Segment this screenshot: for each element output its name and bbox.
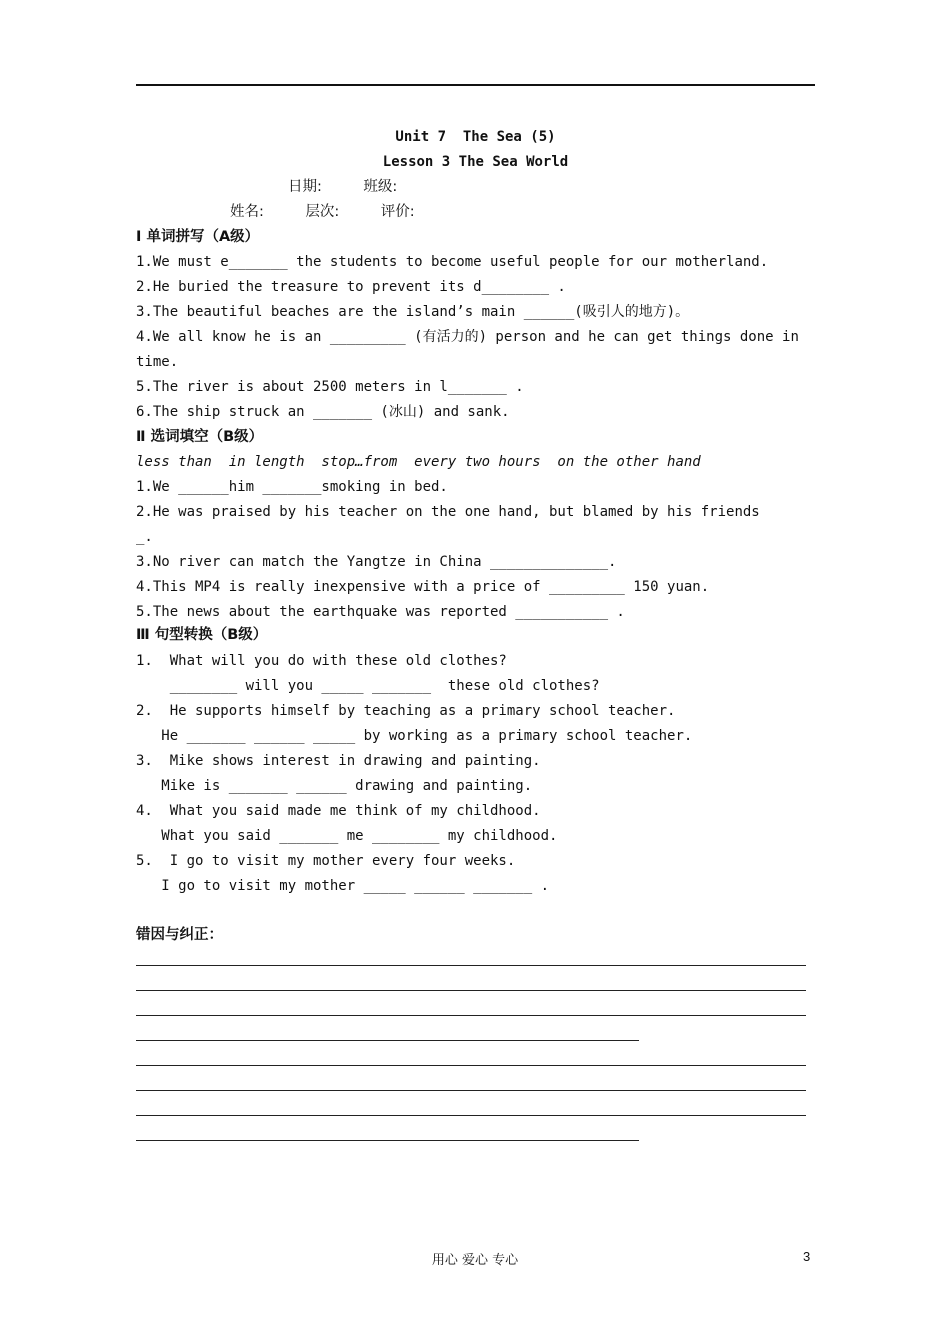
- correction-heading: 错因与纠正：: [136, 927, 223, 943]
- exercise-line: 2.He was praised by his teacher on the one hand, but blamed by his friends: [136, 504, 760, 520]
- date-class-row: 日期: 班级:: [288, 179, 398, 195]
- writing-line[interactable]: [136, 1040, 639, 1041]
- exercise-line: time.: [136, 354, 179, 370]
- exercise-line: _.: [136, 529, 153, 545]
- exercise-line: 5.The news about the earthquake was reported ___________ .: [136, 604, 625, 620]
- footer-motto: 用心 爱心 专心: [431, 1253, 519, 1268]
- exercise-line: 3.No river can match the Yangtze in China ______________.: [136, 554, 617, 570]
- exercise-line: Mike is _______ ______ drawing and painting.: [136, 778, 533, 794]
- lesson-title: Lesson 3 The Sea World: [382, 154, 569, 170]
- header-rule: [136, 84, 815, 86]
- exercise-line: 5.The river is about 2500 meters in l_______ .: [136, 379, 524, 395]
- exercise-line: I go to visit my mother _____ ______ _______ .: [136, 878, 550, 894]
- exercise-line: 3. Mike shows interest in drawing and painting.: [136, 753, 541, 769]
- writing-line[interactable]: [136, 1090, 806, 1091]
- writing-line[interactable]: [136, 1015, 806, 1016]
- writing-line[interactable]: [136, 990, 806, 991]
- exercise-line: 1.We ______him _______smoking in bed.: [136, 479, 448, 495]
- exercise-line: 2.He buried the treasure to prevent its d________ .: [136, 279, 566, 295]
- name-level-eval-row: 姓名: 层次: 评价:: [230, 204, 415, 220]
- section2-heading: Ⅱ 选词填空（B级）: [136, 429, 264, 445]
- writing-line[interactable]: [136, 1065, 806, 1066]
- page-number: 3: [803, 1249, 811, 1264]
- exercise-line: 1.We must e_______ the students to become useful people for our motherland.: [136, 254, 769, 270]
- exercise-line: 4. What you said made me think of my childhood.: [136, 803, 541, 819]
- exercise-line: ________ will you _____ _______ these old clothes?: [136, 678, 600, 694]
- exercise-line: 1. What will you do with these old clothes?: [136, 653, 507, 669]
- exercise-line: What you said _______ me ________ my childhood.: [136, 828, 558, 844]
- exercise-line: 6.The ship struck an _______ (冰山) and sank.: [136, 404, 510, 420]
- exercise-line: 2. He supports himself by teaching as a primary school teacher.: [136, 703, 676, 719]
- writing-line[interactable]: [136, 1115, 806, 1116]
- exercise-line: 4.We all know he is an _________ (有活力的) person and he can get things done in: [136, 329, 799, 345]
- exercise-line: He _______ ______ _____ by working as a primary school teacher.: [136, 728, 693, 744]
- writing-line[interactable]: [136, 1140, 639, 1141]
- unit-title: Unit 7 The Sea (5): [395, 129, 556, 145]
- writing-line[interactable]: [136, 965, 806, 966]
- exercise-line: 4.This MP4 is really inexpensive with a price of _________ 150 yuan.: [136, 579, 710, 595]
- section3-heading: Ⅲ 句型转换（B级）: [136, 627, 268, 643]
- section1-heading: Ⅰ 单词拼写（A级）: [136, 229, 260, 245]
- exercise-line: 5. I go to visit my mother every four weeks.: [136, 853, 516, 869]
- exercise-line: 3.The beautiful beaches are the island’s main ______(吸引人的地方)。: [136, 304, 690, 320]
- word-bank: less than in length stop…from every two hours on the other hand: [136, 454, 701, 470]
